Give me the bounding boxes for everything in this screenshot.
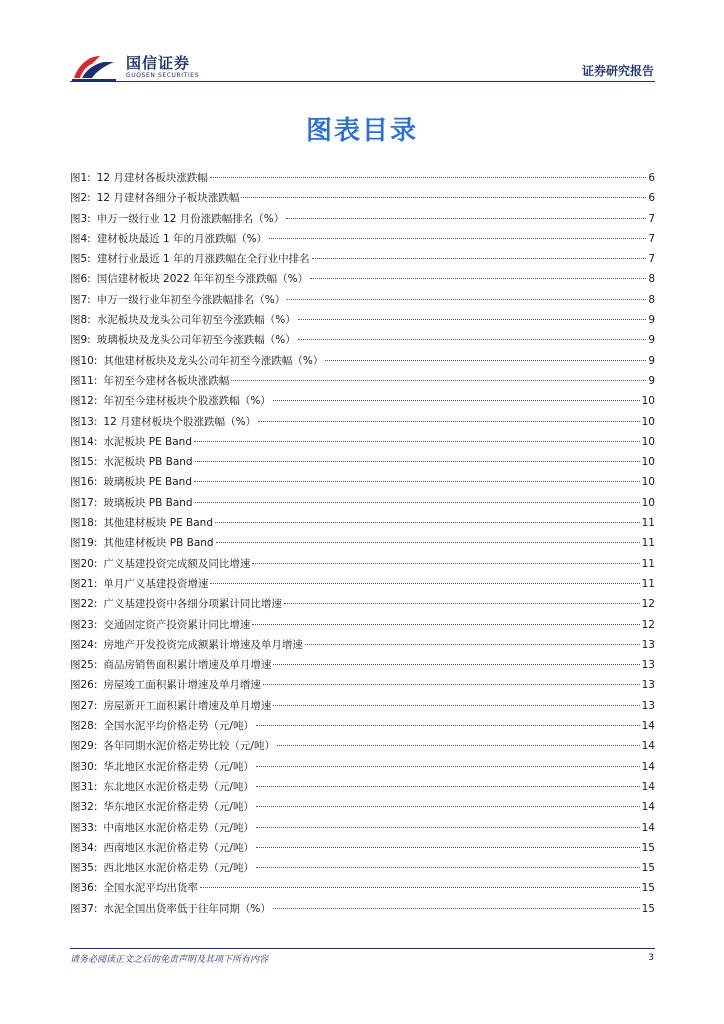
- toc-leader-dots: [194, 481, 640, 482]
- toc-entry-page: 10: [641, 415, 655, 428]
- brand-name-cn: 国信证券: [126, 54, 191, 72]
- toc-entry[interactable]: [70, 820, 655, 840]
- toc-leader-dots: [258, 421, 640, 422]
- toc-leader-dots: [195, 461, 640, 462]
- toc-entry[interactable]: [70, 840, 655, 860]
- toc-leader-dots: [195, 502, 640, 503]
- toc-entry-page: 11: [641, 537, 655, 550]
- toc-entry-title: 其他建材板块 PB Band: [103, 537, 214, 550]
- toc-leader-dots: [256, 806, 640, 807]
- toc-entry-page: 9: [648, 334, 655, 347]
- toc-entry[interactable]: [70, 779, 655, 799]
- toc-entry-number: 图13:: [70, 415, 98, 428]
- page-header: [0, 0, 724, 90]
- toc-entry-number: 图9:: [70, 334, 91, 347]
- toc-entry-number: 图2:: [70, 192, 91, 205]
- toc-entry-title: 东北地区水泥价格走势（元/吨）: [103, 780, 254, 793]
- toc-entry-number: 图11:: [70, 374, 98, 387]
- toc-entry[interactable]: [70, 454, 655, 474]
- toc-entry-title: 华东地区水泥价格走势（元/吨）: [103, 801, 254, 814]
- header-divider: [70, 81, 655, 82]
- toc-entry-page: 14: [641, 760, 655, 773]
- toc-entry[interactable]: [70, 515, 655, 535]
- toc-entry[interactable]: [70, 271, 655, 291]
- toc-entry-page: 14: [641, 801, 655, 814]
- toc-entry-title: 水泥板块 PB Band: [103, 456, 193, 469]
- toc-entry-number: 图3:: [70, 212, 91, 225]
- toc-entry-number: 图14:: [70, 435, 98, 448]
- toc-entry-page: 13: [641, 679, 655, 692]
- toc-leader-dots: [269, 238, 646, 239]
- footer-divider: [70, 948, 655, 949]
- toc-entry-title: 各年同期水泥价格走势比较（元/吨）: [103, 740, 275, 753]
- toc-entry-number: 图5:: [70, 253, 91, 266]
- toc-entry[interactable]: [70, 292, 655, 312]
- toc-entry-title: 西南地区水泥价格走势（元/吨）: [103, 841, 254, 854]
- toc-leader-dots: [284, 603, 640, 604]
- toc-entry-number: 图37:: [70, 902, 98, 915]
- toc-entry-page: 11: [641, 517, 655, 530]
- toc-leader-dots: [256, 827, 640, 828]
- toc-entry[interactable]: [70, 657, 655, 677]
- toc-leader-dots: [286, 218, 646, 219]
- toc-leader-dots: [252, 624, 639, 625]
- toc-leader-dots: [256, 725, 640, 726]
- toc-entry-title: 玻璃板块 PE Band: [103, 476, 193, 489]
- toc-title: 图表目录: [305, 116, 418, 146]
- toc-leader-dots: [298, 319, 647, 320]
- toc-entry-title: 建材行业最近 1 年的月涨跌幅在全行业中排名: [96, 253, 310, 266]
- toc-entry[interactable]: [70, 434, 655, 454]
- toc-entry-number: 图25:: [70, 659, 98, 672]
- toc-entry-title: 12 月建材各细分子板块涨跌幅: [96, 192, 240, 205]
- toc-entry[interactable]: [70, 880, 655, 900]
- toc-entry-page: 10: [641, 476, 655, 489]
- toc-entry-number: 图29:: [70, 740, 98, 753]
- toc-entry-page: 15: [641, 882, 655, 895]
- brand-name-en: GUOSEN SECURITIES: [126, 72, 200, 79]
- toc-entry[interactable]: [70, 393, 655, 413]
- toc-entry-page: 6: [648, 192, 655, 205]
- toc-entry[interactable]: [70, 474, 655, 494]
- toc-entry-page: 13: [641, 638, 655, 651]
- toc-entry[interactable]: [70, 718, 655, 738]
- toc-entry-page: 12: [641, 618, 655, 631]
- toc-leader-dots: [312, 258, 647, 259]
- toc-entry-page: 13: [641, 659, 655, 672]
- toc-leader-dots: [215, 522, 640, 523]
- toc-entry-title: 申万一级行业年初至今涨跌幅排名（%）: [96, 293, 286, 306]
- toc-leader-dots: [287, 299, 646, 300]
- toc-entry-number: 图31:: [70, 780, 98, 793]
- toc-entry-title: 其他建材板块及龙头公司年初至今涨跌幅（%）: [103, 354, 324, 367]
- toc-entry-title: 水泥板块及龙头公司年初至今涨跌幅（%）: [96, 314, 296, 327]
- toc-entry-page: 12: [641, 598, 655, 611]
- toc-entry[interactable]: [70, 677, 655, 697]
- toc-entry-page: 8: [648, 273, 655, 286]
- toc-leader-dots: [194, 441, 640, 442]
- toc-entry-title: 房屋新开工面积累计增速及单月增速: [103, 699, 272, 712]
- toc-entry-page: 6: [648, 172, 655, 184]
- toc-entry-number: 图1:: [70, 172, 91, 184]
- toc-entry-title: 全国水泥平均出货率: [103, 882, 198, 895]
- report-type-label: 证券研究报告: [581, 64, 654, 78]
- toc-entry[interactable]: [70, 231, 655, 251]
- toc-entry[interactable]: [70, 535, 655, 555]
- toc-entry[interactable]: [70, 556, 655, 576]
- toc-entry-page: 10: [641, 395, 655, 408]
- toc-entry-number: 图28:: [70, 720, 98, 733]
- toc-leader-dots: [241, 197, 646, 198]
- toc-leader-dots: [216, 542, 640, 543]
- toc-leader-dots: [256, 847, 640, 848]
- toc-leader-dots: [210, 583, 639, 584]
- toc-entry[interactable]: [70, 332, 655, 352]
- toc-leader-dots: [273, 664, 639, 665]
- toc-entry-number: 图35:: [70, 862, 98, 875]
- toc-entry-title: 全国水泥平均价格走势（元/吨）: [103, 720, 254, 733]
- toc-entry-number: 图17:: [70, 496, 98, 509]
- toc-entry[interactable]: [70, 312, 655, 332]
- toc-entry-title: 广义基建投资中各细分项累计同比增速: [103, 598, 282, 611]
- toc-entry-page: 14: [641, 821, 655, 834]
- toc-entry-number: 图33:: [70, 821, 98, 834]
- toc-entry[interactable]: [70, 170, 655, 190]
- toc-entry-title: 广义基建投资完成额及同比增速: [103, 557, 251, 570]
- toc-entry[interactable]: [70, 353, 655, 373]
- toc-entry-page: 14: [641, 740, 655, 753]
- toc-entry-page: 15: [641, 862, 655, 875]
- toc-entry[interactable]: [70, 495, 655, 515]
- toc-entry-page: 7: [648, 212, 655, 225]
- guosen-logo-icon: [70, 52, 118, 82]
- toc-entry-number: 图21:: [70, 577, 98, 590]
- toc-entry-title: 华北地区水泥价格走势（元/吨）: [103, 760, 254, 773]
- toc-entry[interactable]: [70, 901, 655, 921]
- toc-entry-page: 9: [648, 314, 655, 327]
- toc-entry-title: 房屋竣工面积累计增速及单月增速: [103, 679, 261, 692]
- toc-leader-dots: [277, 745, 640, 746]
- toc-leader-dots: [256, 867, 640, 868]
- toc-entry-title: 建材板块最近 1 年的月涨跌幅（%）: [96, 232, 268, 245]
- toc-entry-number: 图23:: [70, 618, 98, 631]
- toc-entry-title: 西北地区水泥价格走势（元/吨）: [103, 862, 254, 875]
- toc-entry[interactable]: [70, 211, 655, 231]
- toc-entry-number: 图19:: [70, 537, 98, 550]
- toc-entry-number: 图24:: [70, 638, 98, 651]
- toc-entry-title: 申万一级行业 12 月份涨跌幅排名（%）: [96, 212, 285, 225]
- toc-leader-dots: [252, 563, 639, 564]
- page-number: 3: [648, 953, 654, 963]
- toc-entry-number: 图18:: [70, 517, 98, 530]
- toc-entry-number: 图8:: [70, 314, 91, 327]
- toc-entry-title: 水泥全国出货率低于往年同期（%）: [103, 902, 271, 915]
- toc-entry-number: 图10:: [70, 354, 98, 367]
- toc-entry[interactable]: [70, 576, 655, 596]
- toc-entry-title: 国信建材板块 2022 年年初至今涨跌幅（%）: [96, 273, 309, 286]
- toc-entry-page: 14: [641, 780, 655, 793]
- toc-entry-page: 15: [641, 841, 655, 854]
- toc-entry-page: 15: [641, 902, 655, 915]
- toc-entry-page: 10: [641, 456, 655, 469]
- toc-leader-dots: [256, 766, 640, 767]
- toc-entry-page: 10: [641, 496, 655, 509]
- toc-entry-number: 图36:: [70, 882, 98, 895]
- toc-entry-number: 图6:: [70, 273, 91, 286]
- toc-leader-dots: [310, 278, 646, 279]
- toc-entry-page: 11: [641, 557, 655, 570]
- toc-leader-dots: [273, 705, 639, 706]
- toc-entry[interactable]: [70, 799, 655, 819]
- toc-entry-number: 图32:: [70, 801, 98, 814]
- toc-leader-dots: [256, 786, 640, 787]
- toc-entry-page: 9: [648, 354, 655, 367]
- toc-entry[interactable]: [70, 637, 655, 657]
- toc-entry-number: 图27:: [70, 699, 98, 712]
- toc-entry-title: 玻璃板块 PB Band: [103, 496, 193, 509]
- toc-entry[interactable]: [70, 414, 655, 434]
- toc-entry-page: 11: [641, 577, 655, 590]
- toc-leader-dots: [273, 400, 640, 401]
- disclaimer-text: 请务必阅读正文之后的免责声明及其项下所有内容: [70, 955, 269, 965]
- table-of-figures: [70, 170, 655, 921]
- toc-entry-number: 图15:: [70, 456, 98, 469]
- toc-entry-number: 图12:: [70, 395, 98, 408]
- toc-entry[interactable]: [70, 860, 655, 880]
- toc-entry[interactable]: [70, 373, 655, 393]
- toc-entry-page: 14: [641, 720, 655, 733]
- toc-entry-title: 其他建材板块 PE Band: [103, 517, 214, 530]
- toc-leader-dots: [263, 684, 640, 685]
- toc-entry-page: 13: [641, 699, 655, 712]
- toc-entry-title: 12 月建材各板块涨跌幅: [96, 172, 208, 184]
- toc-entry[interactable]: [70, 190, 655, 210]
- toc-entry-number: 图34:: [70, 841, 98, 854]
- toc-entry[interactable]: [70, 596, 655, 616]
- toc-entry[interactable]: [70, 251, 655, 271]
- toc-entry-page: 10: [641, 435, 655, 448]
- toc-entry[interactable]: [70, 617, 655, 637]
- toc-entry-title: 单月广义基建投资增速: [103, 577, 209, 590]
- toc-leader-dots: [325, 360, 646, 361]
- toc-leader-dots: [298, 339, 647, 340]
- toc-entry-page: 9: [648, 374, 655, 387]
- toc-entry-number: 图26:: [70, 679, 98, 692]
- toc-entry-title: 中南地区水泥价格走势（元/吨）: [103, 821, 254, 834]
- toc-entry-title: 房地产开发投资完成额累计增速及单月增速: [103, 638, 303, 651]
- toc-entry-title: 交通固定资产投资累计同比增速: [103, 618, 251, 631]
- toc-leader-dots: [210, 177, 646, 178]
- toc-entry-number: 图30:: [70, 760, 98, 773]
- toc-entry-title: 玻璃板块及龙头公司年初至今涨跌幅（%）: [96, 334, 296, 347]
- toc-entry[interactable]: [70, 759, 655, 779]
- toc-entry-page: 8: [648, 293, 655, 306]
- toc-entry-page: 7: [648, 253, 655, 266]
- toc-entry[interactable]: [70, 698, 655, 718]
- toc-entry-number: 图16:: [70, 476, 98, 489]
- toc-leader-dots: [305, 644, 640, 645]
- toc-entry-page: 7: [648, 232, 655, 245]
- toc-leader-dots: [200, 887, 640, 888]
- toc-entry-title: 年初至今建材各板块涨跌幅: [103, 374, 230, 387]
- toc-entry-title: 12 月建材板块个股涨跌幅（%）: [103, 415, 257, 428]
- toc-entry-title: 商品房销售面积累计增速及单月增速: [103, 659, 272, 672]
- toc-entry-number: 图22:: [70, 598, 98, 611]
- toc-entry[interactable]: [70, 738, 655, 758]
- toc-entry-title: 水泥板块 PE Band: [103, 435, 193, 448]
- toc-entry-number: 图4:: [70, 232, 91, 245]
- toc-leader-dots: [273, 908, 640, 909]
- toc-leader-dots: [231, 380, 646, 381]
- toc-entry-number: 图20:: [70, 557, 98, 570]
- toc-entry-number: 图7:: [70, 293, 91, 306]
- toc-entry-title: 年初至今建材板块个股涨跌幅（%）: [103, 395, 271, 408]
